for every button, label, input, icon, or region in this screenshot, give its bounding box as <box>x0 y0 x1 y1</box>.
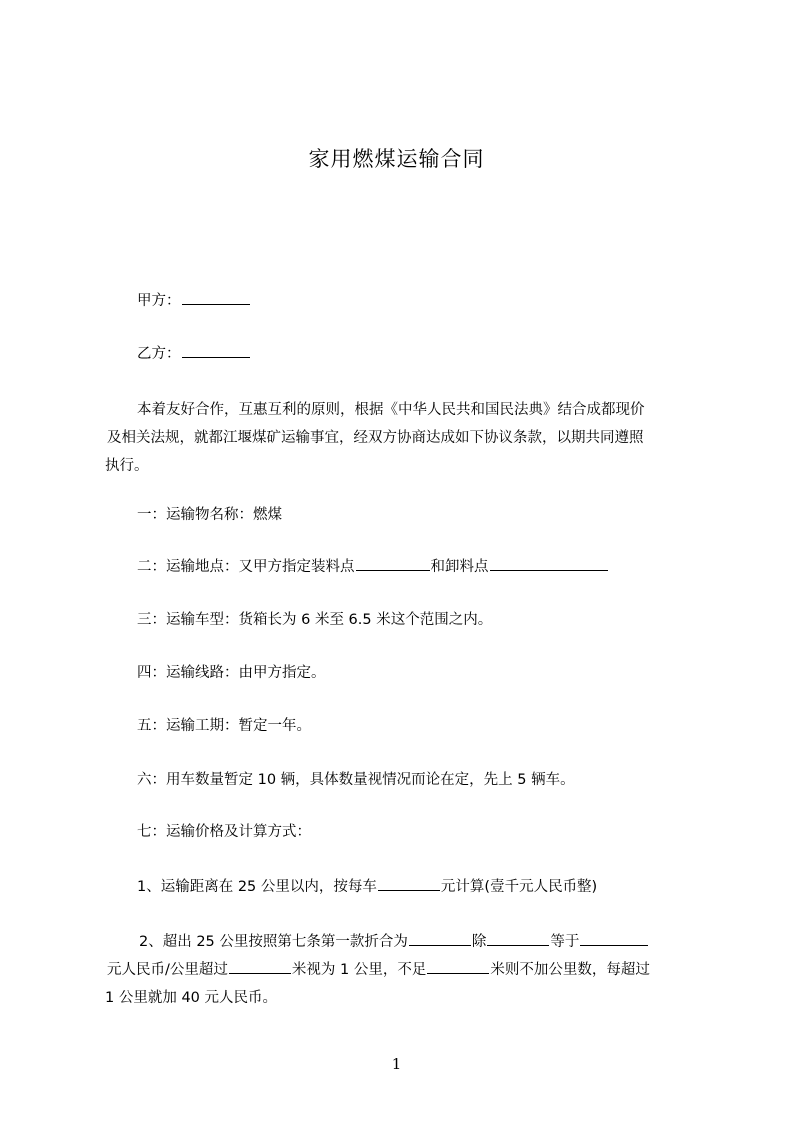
item-1-text-a: 1、运输距离在 25 公里以内，按每车 <box>137 879 377 895</box>
item-2-line-2 <box>105 956 701 984</box>
clause-7: 七：运输价格及计算方式： <box>137 824 311 840</box>
party-b-line <box>137 340 697 368</box>
clause-4: 四：运输线路：由甲方指定。 <box>137 665 326 681</box>
clause-6: 六：用车数量暂定 10 辆，具体数量视情况而论在定，先上 5 辆车。 <box>137 772 575 788</box>
item-2-text-a: 2、超出 25 公里按照第七条第一款折合为 <box>139 934 408 950</box>
item-2-line-2-text-a: 元人民币/公里超过 <box>107 962 228 978</box>
party-b-blank <box>182 342 250 358</box>
party-b-label: 乙方： <box>137 346 181 362</box>
intro-line-3: 执行。 <box>105 458 149 474</box>
intro-paragraph <box>105 396 701 480</box>
intro-line-1: 本着友好合作，互惠互利的原则，根据《中华人民共和国民法典》结合成都现价 <box>137 402 645 418</box>
item-2-paragraph <box>105 928 701 1012</box>
clause-2-text-a: 二：运输地点：又甲方指定装料点 <box>137 559 355 575</box>
party-a-blank <box>182 289 250 305</box>
item-2-blank-4 <box>229 958 291 974</box>
price-per-truck-blank <box>378 875 440 891</box>
party-a-line <box>137 287 697 315</box>
unloading-point-blank <box>490 555 608 571</box>
item-2-line-2-text-c: 米则不加公里数，每超过 <box>490 962 650 978</box>
item-2-blank-1 <box>409 930 471 946</box>
item-2-blank-3 <box>580 930 648 946</box>
page-number: 1 <box>391 1055 402 1073</box>
item-2-blank-5 <box>427 958 489 974</box>
intro-line-2: 及相关法规，就都江堰煤矿运输事宜，经双方协商达成如下协议条款，以期共同遵照 <box>107 430 644 446</box>
item-1-text-b: 元计算(壹千元人民币整) <box>440 879 598 895</box>
item-2-text-b: 除 <box>471 934 487 950</box>
loading-point-blank <box>356 555 430 571</box>
clause-2 <box>137 553 697 581</box>
item-2-line-1 <box>105 928 701 956</box>
item-1 <box>137 873 697 901</box>
item-2-blank-2 <box>487 930 549 946</box>
item-2-line-2-text-b: 米视为 1 公里，不足 <box>291 962 427 978</box>
clause-5: 五：运输工期：暂定一年。 <box>137 718 311 734</box>
party-a-label: 甲方： <box>137 293 181 309</box>
document-title: 家用燃煤运输合同 <box>308 147 485 171</box>
item-2-text-c: 等于 <box>550 934 580 950</box>
clause-3: 三：运输车型：货箱长为 6 米至 6.5 米这个范围之内。 <box>137 612 493 628</box>
clause-2-text-b: 和卸料点 <box>430 559 489 575</box>
clause-1: 一：运输物名称：燃煤 <box>137 507 282 523</box>
item-2-line-3: 1 公里就加 40 元人民币。 <box>105 990 278 1006</box>
